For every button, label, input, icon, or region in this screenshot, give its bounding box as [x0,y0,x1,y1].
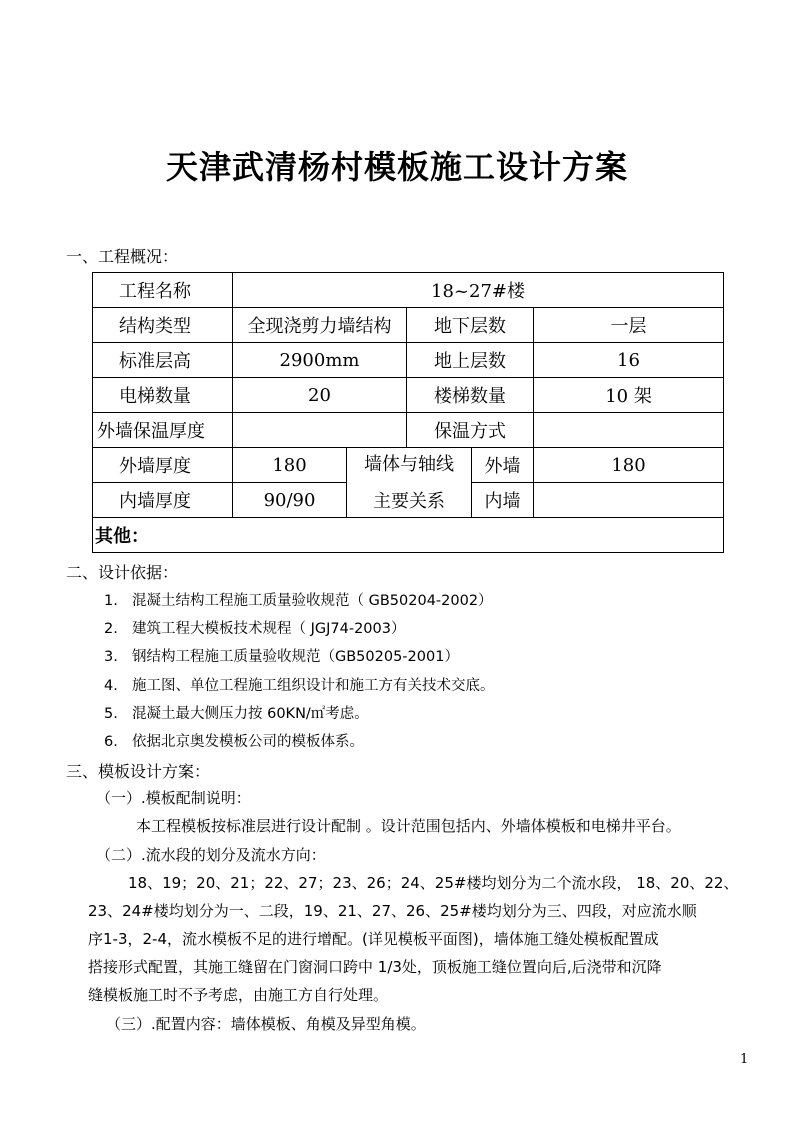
cell-label: 内墙厚度 [93,483,233,518]
cell-label: 主要关系 [373,491,445,512]
cell-value [233,413,407,448]
paragraph-line: 23、24#楼均划分为一、二段，19、21、27、26、25#楼均划分为三、四段，对应流水顺 [88,902,697,920]
paragraph-line: 18、19；20、21；22、27；23、26；24、25#楼均划分为二个流水段， 18、20、22、 [128,874,739,892]
list-item: 6. 依据北京奥发模板公司的模板体系。 [104,734,364,750]
list-item: 1. 混凝土结构工程施工质量验收规范（ GB50204-2002） [104,593,493,609]
cell-label: 外墙 [472,448,534,483]
list-item: 3. 钢结构工程施工质量验收规范（GB50205-2001） [104,649,459,665]
cell-label: 工程名称 [93,273,233,308]
section-1-heading: 一、工程概况： [66,247,179,266]
list-item: 4. 施工图、单位工程施工组织设计和施工方有关技术交底。 [104,678,495,694]
cell-value [534,413,724,448]
page-title: 天津武清杨村模板施工设计方案 [165,148,628,186]
list-item: 2. 建筑工程大模板技术规程（ JGJ74-2003） [104,621,406,637]
cell-value: 90/90 [233,483,347,518]
cell-label: 外墙保温厚度 [93,413,233,448]
table-row [93,273,724,308]
list-item: 5. 混凝土最大侧压力按 60KN/㎡考虑。 [104,706,369,722]
cell-label: 电梯数量 [93,378,233,413]
paragraph-line: 搭接形式配置，其施工缝留在门窗洞口跨中 1/3处，顶板施工缝位置向后,后浇带和沉降 [88,958,662,976]
cell-value: 2900mm [233,343,407,378]
table-row [93,518,724,553]
cell-label: 标准层高 [93,343,233,378]
cell-label: 保温方式 [407,413,534,448]
cell-label: 楼梯数量 [407,378,534,413]
cell-label: 地上层数 [407,343,534,378]
cell-label: 外墙厚度 [93,448,233,483]
cell-value: 18~27#楼 [233,273,724,308]
subsection-heading: （二）.流水段的划分及流水方向： [96,846,326,864]
section-3-heading: 三、模板设计方案： [66,762,211,781]
cell-value: 20 [233,378,407,413]
subsection-heading: （一）.模板配制说明： [96,789,251,807]
cell-value: 180 [233,448,347,483]
section-2-heading: 二、设计依据： [66,563,179,582]
paragraph-line: 缝模板施工时不予考虑，由施工方自行处理。 [88,986,389,1004]
cell-label: 结构类型 [93,308,233,343]
subsection-heading: （三）.配置内容：墙体模板、角模及异型角模。 [106,1015,426,1033]
wall-axis-relation-cell [347,448,472,518]
cell-value: 180 [534,448,724,483]
table-row [93,343,724,378]
cell-value: 一层 [534,308,724,343]
page-number: 1 [740,1052,749,1067]
cell-value [534,483,724,518]
paragraph: 本工程模板按标准层进行设计配制 。设计范围包括内、外墙体模板和电梯井平台。 [136,817,681,835]
table-row [93,378,724,413]
table-row [93,448,724,483]
table-row [93,413,724,448]
paragraph-line: 序1-3，2-4，流水模板不足的进行增配。(详见模板平面图)，墙体施工缝处模板配置成 [88,930,659,948]
cell-value: 全现浇剪力墙结构 [233,308,407,343]
table-row [93,308,724,343]
project-overview-table [92,272,724,553]
cell-label: 地下层数 [407,308,534,343]
cell-value: 16 [534,343,724,378]
cell-label: 其他： [93,518,724,553]
cell-label: 内墙 [472,483,534,518]
cell-value: 10 架 [534,378,724,413]
cell-label: 墙体与轴线 [364,454,454,475]
